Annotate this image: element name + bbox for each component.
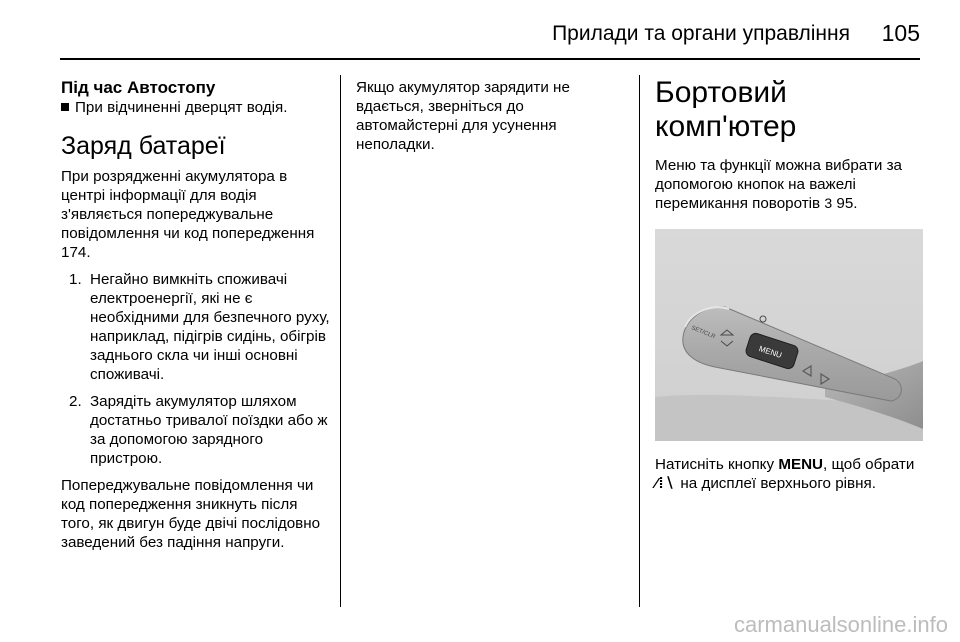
battery-steps: [61, 270, 333, 468]
autostop-subheading: Під час Автостопу: [61, 78, 216, 97]
figure-caption: [655, 455, 925, 493]
set-clr-label: SET/CLR: [690, 325, 716, 341]
square-bullet-icon: [61, 103, 69, 111]
watermark: carmanualsonline.info: [733, 612, 948, 637]
lever-illustration: [655, 229, 923, 441]
menu-button-label: MENU: [757, 344, 783, 360]
caption-post: на дисплеї верхнього рівня.: [680, 475, 876, 492]
audio-display-icon: ⁄⁞∖: [655, 475, 677, 492]
page-number: 105: [881, 20, 920, 46]
onboard-computer-intro: [655, 156, 925, 213]
step-number: 1.: [69, 271, 82, 288]
column-divider-1: [340, 75, 341, 607]
autostop-bullet-text: При відчиненні дверцят водія.: [75, 99, 288, 116]
column-right: [655, 78, 925, 493]
turn-signal-lever-figure: [655, 229, 923, 441]
battery-step: [61, 392, 333, 468]
column-left: [61, 78, 333, 552]
column-middle: [356, 78, 626, 154]
battery-intro: При розрядженні акумулятора в центрі інформації для водія з'являється попереджувальне повідомлення чи код попередження 174.: [61, 168, 315, 261]
battery-step: [61, 270, 333, 384]
page-header: [60, 8, 920, 58]
caption-pre: Натисніть кнопку: [655, 456, 775, 473]
intro-text: Меню та функції можна вибрати за допомогою кнопок на важелі перемикання поворотів: [655, 157, 902, 212]
step-number: 2.: [69, 393, 82, 410]
page-title: Прилади та органи управління: [552, 22, 850, 45]
battery-heading: Заряд батареї: [61, 132, 226, 160]
caption-mid: , щоб обрати: [823, 456, 915, 473]
menu-key: MENU: [778, 456, 824, 473]
autostop-bullet: [61, 98, 333, 117]
page-ref: 95.: [836, 195, 858, 212]
onboard-computer-heading: Бортовий комп'ютер: [655, 76, 797, 143]
column-divider-2: [639, 75, 640, 607]
header-rule: [60, 58, 920, 60]
battery-service-note: Якщо акумулятор зарядити не вдається, зверніться до автомайстерні для усунення неполадки.: [356, 79, 570, 153]
step-text: Зарядіть акумулятор шляхом достатньо тривалої поїздки або ж за допомогою зарядного пристрою.: [90, 393, 328, 467]
page-ref-arrow-icon: 3: [824, 195, 833, 211]
step-text: Негайно вимкніть споживачі електроенергії, які не є необхідними для безпечного руху, наприклад, підігрів сидінь, обігрів заднього скла чи інші основні споживачі.: [90, 271, 330, 383]
battery-outro: Попереджувальне повідомлення чи код попередження зникнуть після того, як двигун буде двічі послідовно заведений без падіння напруги.: [61, 477, 321, 551]
